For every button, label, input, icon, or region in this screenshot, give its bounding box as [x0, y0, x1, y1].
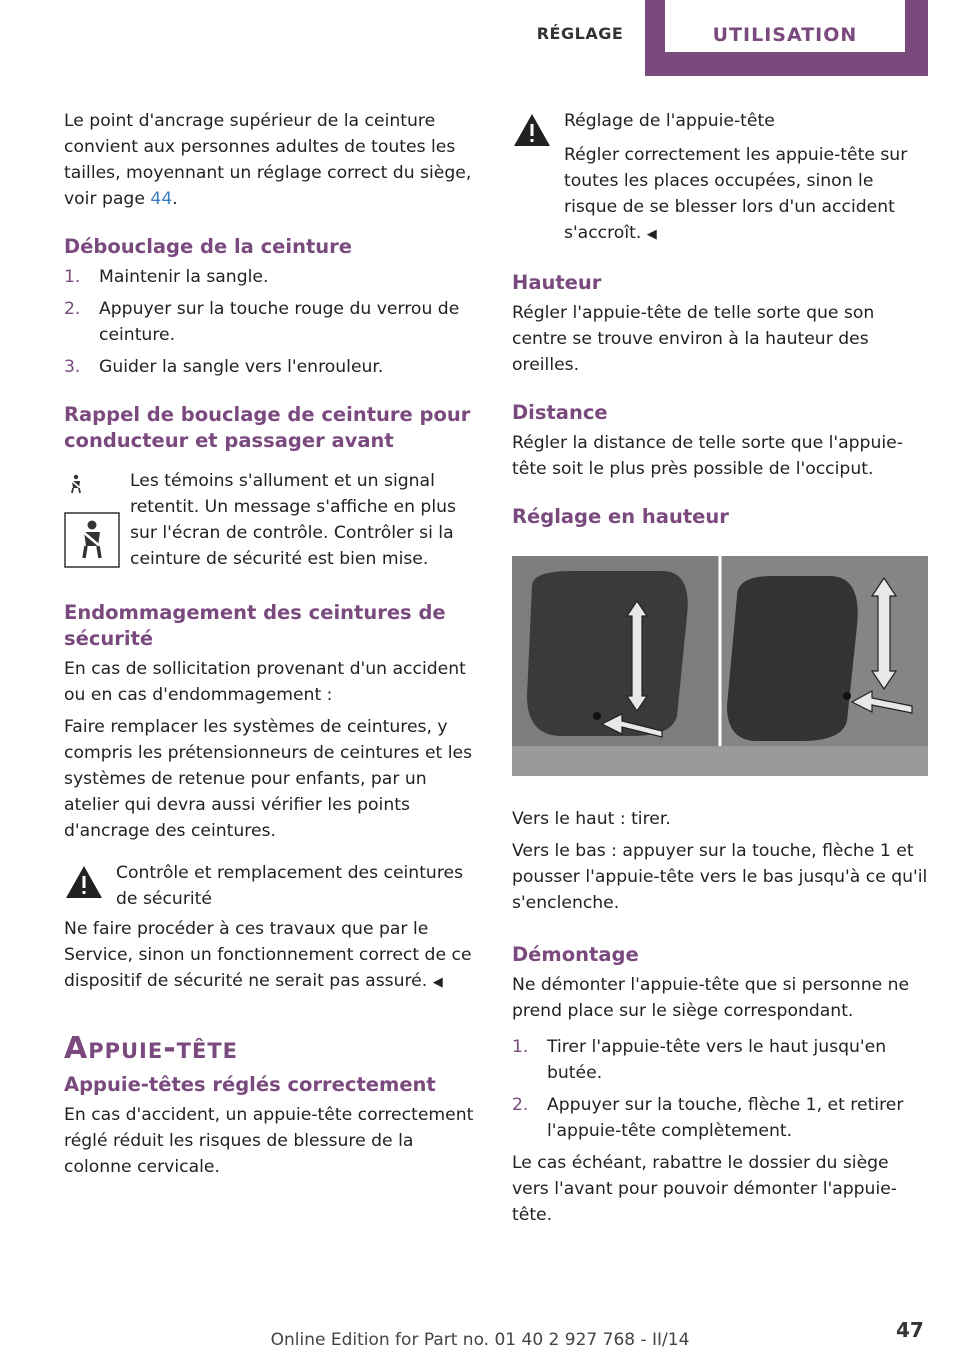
warning-text: [64, 916, 480, 996]
intro-end: .: [172, 189, 178, 209]
seatbelt-small-icon: [66, 474, 86, 494]
header-chapter-tab: [645, 0, 928, 76]
step-number: 2.: [512, 1095, 529, 1115]
headrest-chapter-title: Appuie-tête: [64, 1031, 239, 1066]
warning-title: Contrôle et remplacement des ceintures de sécurité: [116, 863, 464, 909]
headrest-subtitle: Appuie-têtes réglés correctement: [64, 1073, 436, 1096]
warning-triangle-icon: [64, 864, 104, 900]
step-number: 3.: [64, 357, 81, 377]
step-text: Tirer l'appuie-tête vers le haut jusqu'en butée.: [547, 1037, 887, 1083]
belt-reminder-block: [64, 468, 480, 578]
belt-warning: [64, 860, 480, 912]
height-heading: Hauteur: [512, 271, 602, 294]
warning-text-body: Régler correctement les appuie-tête sur toutes les places occupées, sinon le risque de se blesser lors d'un accident s'accroît.: [564, 145, 908, 243]
damage-paragraph-1: En cas de sollicitation provenant d'un accident ou en cas d'endommagement :: [64, 659, 466, 705]
distance-text: Régler la distance de telle sorte que l'appuie-tête soit le plus près possible de l'occiput.: [512, 433, 903, 479]
end-mark-icon: ◀: [646, 227, 657, 242]
height-adjust-heading: Réglage en hauteur: [512, 505, 729, 528]
height-text: Régler l'appuie-tête de telle sorte que son centre se trouve environ à la hauteur des oreilles.: [512, 303, 875, 375]
distance-heading: Distance: [512, 401, 608, 424]
step-number: 1.: [512, 1037, 529, 1057]
step-text: Appuyer sur la touche rouge du verrou de ceinture.: [99, 299, 460, 345]
unbuckle-steps: [64, 264, 480, 380]
page-number: 47: [896, 1318, 924, 1342]
headrest-warning: [512, 108, 928, 160]
intro-text: Le point d'ancrage supérieur de la ceinture convient aux personnes adultes de toutes les tailles, moyennant un réglage correct du siège, voir page: [64, 111, 472, 209]
step-text: Maintenir la sangle.: [99, 267, 269, 287]
damage-heading: Endommagement des ceintures de sécurité: [64, 601, 446, 650]
reminder-text: Les témoins s'allument et un signal retentit. Un message s'affiche en plus sur l'écran de contrôle. Contrôler si la ceinture de sécurité est bien mise.: [130, 471, 456, 569]
intro-paragraph: [64, 108, 480, 212]
right-column: [512, 108, 928, 1228]
footer-edition: Online Edition for Part no. 01 40 2 927 768 - II/14: [270, 1330, 690, 1350]
step-text: Appuyer sur la touche, flèche 1, et retirer l'appuie-tête complètement.: [547, 1095, 904, 1141]
removal-heading: Démontage: [512, 943, 639, 966]
list-item: [64, 264, 480, 290]
seatbelt-warning-icon: [64, 512, 120, 568]
warning-triangle-icon: [512, 112, 552, 148]
headrest-text: En cas d'accident, un appuie-tête correctement réglé réduit les risques de blessure de la colonne cervicale.: [64, 1105, 474, 1177]
step-text: Guider la sangle vers l'enrouleur.: [99, 357, 384, 377]
warning-text-body: Ne faire procéder à ces travaux que par le Service, sinon un fonctionnement correct de ce dispositif de sécurité ne serait pas assuré.: [64, 919, 472, 991]
headrest-photo: [512, 556, 928, 776]
removal-outro: Le cas échéant, rabattre le dossier du siège vers l'avant pour pouvoir démonter l'appuie-tête.: [512, 1153, 897, 1225]
header-section-label: RÉGLAGE: [536, 24, 624, 43]
removal-steps: [512, 1034, 928, 1144]
page-link[interactable]: 44: [150, 189, 173, 209]
step-number: 1.: [64, 267, 81, 287]
list-item: [64, 354, 480, 380]
reminder-heading: Rappel de bouclage de ceinture pour conducteur et passager avant: [64, 403, 471, 452]
left-column: [64, 108, 480, 1180]
damage-paragraph-2: Faire remplacer les systèmes de ceintures, y compris les prétensionneurs de ceintures et les systèmes de retenue pour enfants, par un atelier qui devra aussi vérifier les points d'ancrage des ceintures.: [64, 717, 473, 841]
list-item: [512, 1092, 928, 1144]
list-item: [512, 1034, 928, 1086]
height-up-text: Vers le haut : tirer.: [512, 809, 671, 829]
height-down-text: Vers le bas : appuyer sur la touche, flèche 1 et pousser l'appuie-tête vers le bas jusqu'à ce qu'il s'enclenche.: [512, 841, 928, 913]
list-item: [64, 296, 480, 348]
step-number: 2.: [64, 299, 81, 319]
removal-intro: Ne démonter l'appuie-tête que si personne ne prend place sur le siège correspondant.: [512, 975, 910, 1021]
warning-title: Réglage de l'appuie-tête: [564, 111, 775, 131]
header-chapter-label: UTILISATION: [665, 0, 905, 52]
unbuckle-heading: Débouclage de la ceinture: [64, 235, 353, 258]
end-mark-icon: ◀: [432, 975, 443, 990]
